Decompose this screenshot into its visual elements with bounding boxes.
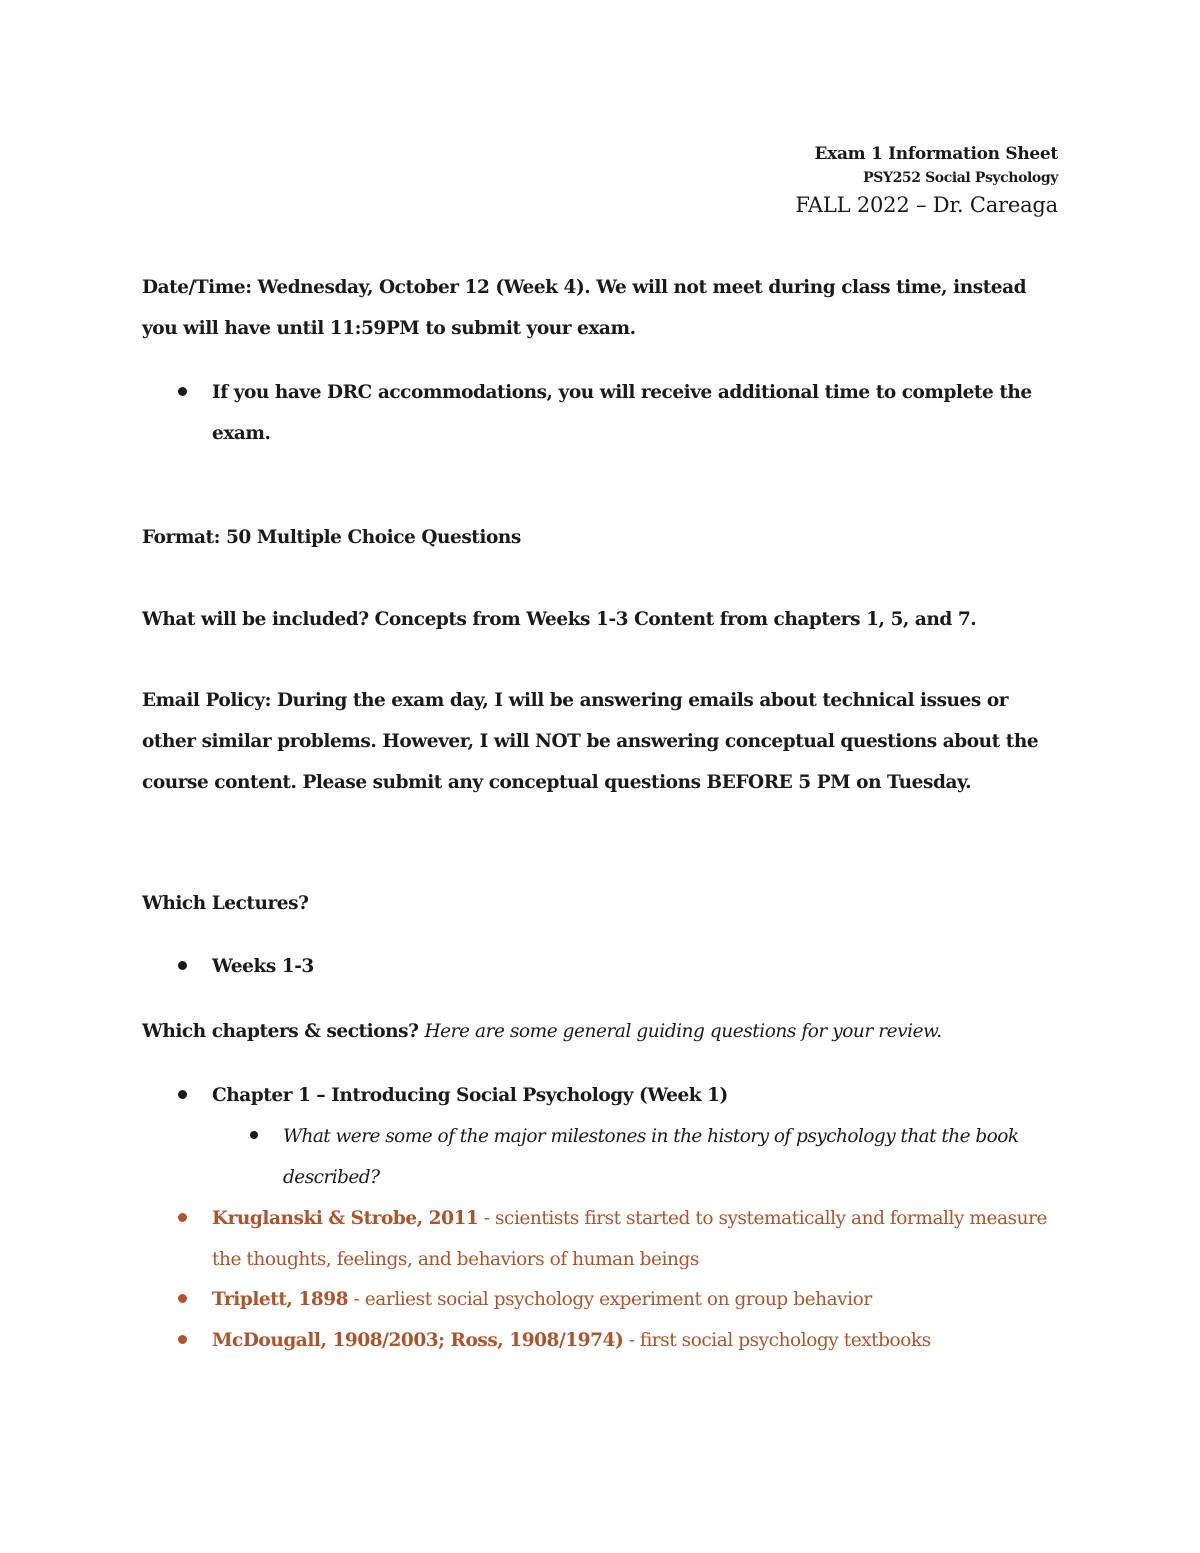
course-name: PSY252 Social Psychology bbox=[863, 170, 1058, 186]
chapter1-question-text: What were some of the major milestones in the history of psychology that the book described? bbox=[283, 1126, 1019, 1188]
format-paragraph: Format: 50 Multiple Choice Questions bbox=[142, 527, 521, 548]
reference-bullet bbox=[212, 1198, 1062, 1280]
reference-bullet bbox=[212, 1320, 1062, 1361]
included-paragraph: What will be included? Concepts from Weeks 1-3 Content from chapters 1, 5, and 7. bbox=[142, 609, 977, 630]
reference-cite: Kruglanski & Strobe, 2011 bbox=[212, 1208, 479, 1229]
chapters-note: Here are some general guiding questions for your review. bbox=[424, 1021, 942, 1042]
drc-bullet-text: If you have DRC accommodations, you will receive additional time to complete the exam. bbox=[212, 382, 1032, 444]
lectures-heading: Which Lectures? bbox=[142, 893, 309, 914]
reference-desc: - first social psychology textbooks bbox=[623, 1330, 931, 1351]
bullet-dot-icon bbox=[178, 1335, 187, 1344]
reference-desc: - earliest social psychology experiment on group behavior bbox=[348, 1289, 872, 1310]
bullet-dot-icon bbox=[250, 1131, 258, 1139]
reference-cite: Triplett, 1898 bbox=[212, 1289, 349, 1310]
bullet-dot-icon bbox=[178, 387, 187, 396]
drc-bullet bbox=[212, 372, 1062, 454]
document-header bbox=[795, 142, 1058, 220]
reference-bullet bbox=[212, 1279, 1062, 1320]
chapter1-text: Chapter 1 – Introducing Social Psychology (Week 1) bbox=[212, 1085, 728, 1106]
chapters-heading-line bbox=[142, 1011, 1062, 1052]
bullet-dot-icon bbox=[178, 1090, 187, 1099]
reference-desc: - scientists first started to systematically and formally measure the thoughts, feelings, and behaviors of human beings bbox=[212, 1208, 1047, 1270]
datetime-paragraph: Date/Time: Wednesday, October 12 (Week 4). We will not meet during class time, instead you will have until 11:59PM to submit your exam. bbox=[142, 277, 1027, 339]
email-policy-paragraph: Email Policy: During the exam day, I will be answering emails about technical issues or other similar problems. However, I will NOT be answering conceptual questions about the course content. Please submit any conceptual questions BEFORE 5 PM on Tuesday. bbox=[142, 690, 1039, 793]
chapter1-bullet bbox=[212, 1075, 1062, 1116]
bullet-dot-icon bbox=[178, 1294, 187, 1303]
bullet-dot-icon bbox=[178, 1213, 187, 1222]
chapters-heading: Which chapters & sections? bbox=[142, 1021, 419, 1042]
term-instructor: FALL 2022 – Dr. Careaga bbox=[795, 193, 1058, 217]
lectures-bullet bbox=[212, 946, 1062, 987]
reference-cite: McDougall, 1908/2003; Ross, 1908/1974) bbox=[212, 1330, 624, 1351]
sheet-title: Exam 1 Information Sheet bbox=[814, 144, 1058, 164]
bullet-dot-icon bbox=[178, 961, 187, 970]
chapter1-question-bullet bbox=[283, 1116, 1073, 1198]
lectures-bullet-text: Weeks 1-3 bbox=[212, 956, 314, 977]
